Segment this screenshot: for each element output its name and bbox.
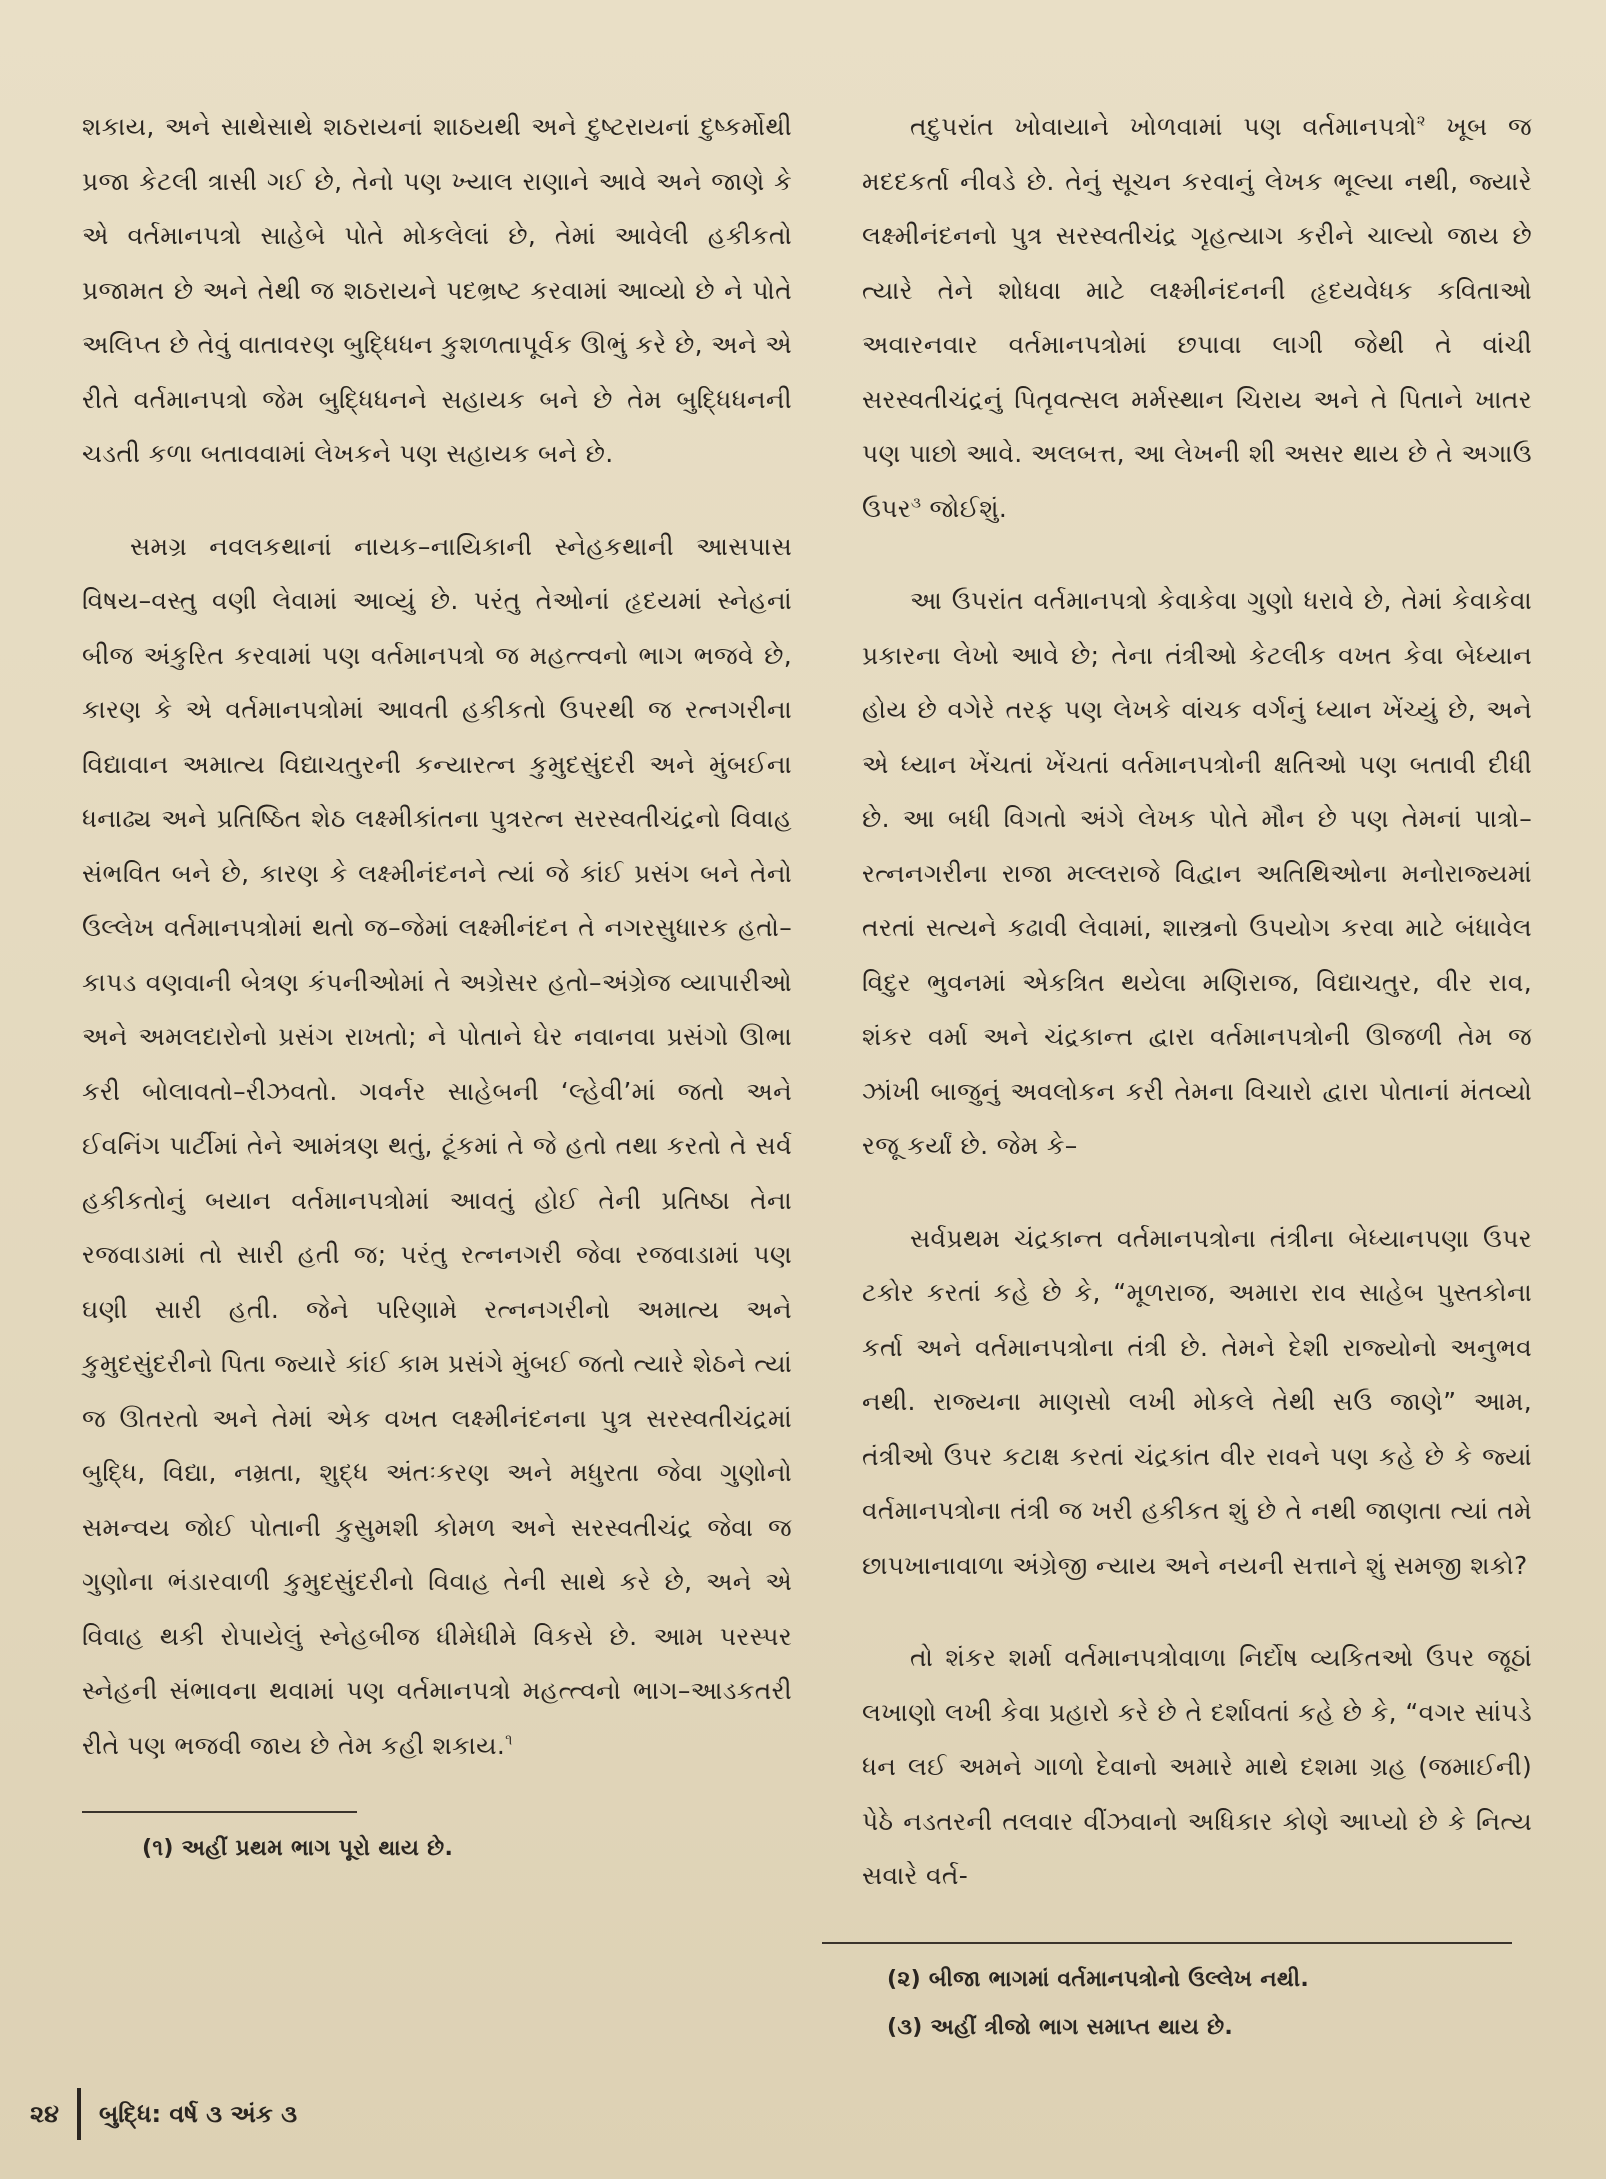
footnote-3: (૩) અહીં ત્રીજો ભાગ સમાપ્ત થાય છે.: [887, 2014, 1234, 2040]
page-number: ૨૪: [30, 2100, 59, 2128]
footnote-divider-left: [82, 1811, 357, 1813]
right-paragraph-3: સર્વપ્રથમ ચંદ્રકાન્ત વર્તમાનપત્રોના તંત્રીના બેધ્યાનપણા ઉપર ટકોર કરતાં કહે છે કે, “મૂળરાજ, અમારા રાવ સાહેબ પુસ્તકોના કર્તા અને વર્તમાનપત્રોના તંત્રી છે. તેમને દેશી રાજ્યોનો અનુભવ નથી. રાજ્યના માણસો લખી મોકલે તેથી સઉ જાણે” આમ, તંત્રીઓ ઉપર કટાક્ષ કરતાં ચંદ્રકાંત વીર રાવને પણ કહે છે કે જ્યાં વર્તમાનપત્રોના તંત્રી જ ખરી હકીકત શું છે તે નથી જાણતા ત્યાં તમે છાપખાનાવાળા અંગ્રેજી ન્યાય અને નયની સત્તાને શું સમજી શકો?: [862, 1223, 1532, 1580]
footer-divider: [77, 2088, 81, 2140]
left-column: [82, 100, 792, 1873]
page-footer: [30, 2088, 297, 2140]
journal-name: બુદ્ધિ: વર્ષ ૩ અંક ૩: [98, 2100, 298, 2128]
footnote-marker-1: ૧: [505, 1730, 513, 1749]
right-paragraph-1: [862, 100, 1532, 536]
left-paragraph-2-text: સમગ્ર નવલકથાનાં નાયક–નાયિકાની સ્નેહકથાની આસપાસ વિષય–વસ્તુ વણી લેવામાં આવ્યું છે. પરંતુ તેઓનાં હૃદયમાં સ્નેહનાં બીજ અંકુરિત કરવામાં પણ વર્તમાનપત્રો જ મહત્ત્વનો ભાગ ભજવે છે, કારણ કે એ વર્તમાનપત્રોમાં આવતી હકીકતો ઉપરથી જ રત્નગરીના વિદ્યાવાન અમાત્ય વિદ્યાચતુરની કન્યારત્ન કુમુદસુંદરી અને મુંબઈના ધનાઢ્ય અને પ્રતિષ્ઠિત શેઠ લક્ષ્મીકાંતના પુત્રરત્ન સરસ્વતીચંદ્રનો વિવાહ સંભવિત બને છે, કારણ કે લક્ષ્મીનંદનને ત્યાં જે કાંઈ પ્રસંગ બને તેનો ઉલ્લેખ વર્તમાનપત્રોમાં થતો જ–જેમાં લક્ષ્મીનંદન તે નગરસુધારક હતો–કાપડ વણવાની બેત્રણ કંપનીઓમાં તે અગ્રેસર હતો–અંગ્રેજ વ્યાપારીઓ અને અમલદારોનો પ્રસંગ રાખતો; ને પોતાને ઘેર નવાનવા પ્રસંગો ઊભા કરી બોલાવતો–રીઝવતો. ગવર્નર સાહેબની ‘લ્હેવી’માં જતો અને ઈવનિંગ પાર્ટીમાં તેને આમંત્રણ થતું, ટૂંકમાં તે જે હતો તથા કરતો તે સર્વ હકીકતોનું બયાન વર્તમાનપત્રોમાં આવતું હોઈ તેની પ્રતિષ્ઠા તેના રજવાડામાં તો સારી હતી જ; પરંતુ રત્નનગરી જેવા રજવાડામાં પણ ઘણી સારી હતી. જેને પરિણામે રત્નનગરીનો અમાત્ય અને કુમુદસુંદરીનો પિતા જ્યારે કાંઈ કામ પ્રસંગે મુંબઈ જતો ત્યારે શેઠને ત્યાં જ ઊતરતો અને તેમાં એક વખત લક્ષ્મીનંદનના પુત્ર સરસ્વતીચંદ્રમાં બુદ્ધિ, વિદ્યા, નમ્રતા, શુદ્ધ અંતઃકરણ અને મધુરતા જેવા ગુણોનો સમન્વય જોઈ પોતાની કુસુમશી કોમળ અને સરસ્વતીચંદ્ર જેવા જ ગુણોના ભંડારવાળી કુમુદસુંદરીનો વિવાહ તેની સાથે કરે છે, અને એ વિવાહ થકી રોપાયેલું સ્નેહબીજ ધીમેધીમે વિકસે છે. આમ પરસ્પર સ્નેહની સંભાવના થવામાં પણ વર્તમાનપત્રો મહત્ત્વનો ભાગ–આડકતરી રીતે પણ ભજવી જાય છે તેમ કહી શકાય.: [82, 531, 792, 1760]
left-paragraph-2: [82, 520, 792, 1774]
right-paragraph-1-c: જોઈશું.: [921, 493, 1008, 523]
right-paragraph-4: તો શંકર શર્મા વર્તમાનપત્રોવાળા નિર્દોષ વ્યકિતઓ ઉપર જૂઠાં લખાણો લખી કેવા પ્રહારો કરે છે તે દર્શાવતાં કહે છે કે, “વગર સાંપડે ધન લઈ અમને ગાળો દેવાનો અમારે માથે દશમા ગ્રહ (જમાઈની) પેઠે નડતરની તલવાર વીંઝવાનો અધિકાર કોણે આપ્યો છે કે નિત્ય સવારે વર્ત-: [862, 1643, 1532, 1890]
footnote-marker-2: ૨: [1416, 111, 1426, 130]
footnote-divider-right: [822, 1942, 1512, 1944]
footnote-marker-3: ૩: [910, 493, 922, 512]
footnote-1: (૧) અહીં પ્રથમ ભાગ પૂરો થાય છે.: [142, 1836, 454, 1861]
right-paragraph-2: આ ઉપરાંત વર્તમાનપત્રો કેવાકેવા ગુણો ધરાવે છે, તેમાં કેવાકેવા પ્રકારના લેખો આવે છે; તેના તંત્રીઓ કેટલીક વખત કેવા બેધ્યાન હોય છે વગેરે તરફ પણ લેખકે વાંચક વર્ગનું ધ્યાન ખેંચ્યું છે, અને એ ધ્યાન ખેંચતાં ખેંચતાં વર્તમાનપત્રોની ક્ષતિઓ પણ બતાવી દીધી છે. આ બધી વિગતો અંગે લેખક પોતે મૌન છે પણ તેમનાં પાત્રો–રત્નનગરીના રાજા મલ્લરાજે વિદ્વાન અતિથિઓના મનોરાજ્યમાં તરતાં સત્યને કઢાવી લેવામાં, શાસ્ત્રનો ઉપયોગ કરવા માટે બંધાવેલ વિદુર ભુવનમાં એકત્રિત થયેલા મણિરાજ, વિદ્યાચતુર, વીર રાવ, શંકર વર્મા અને ચંદ્રકાન્ત દ્વારા વર્તમાનપત્રોની ઊજળી તેમ જ ઝાંખી બાજુનું અવલોકન કરી તેમના વિચારો દ્વારા પોતાનાં મંતવ્યો રજૂ કર્યાં છે. જેમ કે–: [862, 586, 1532, 1160]
right-paragraph-1-b: ખૂબ જ મદદકર્તા નીવડે છે. તેનું સૂચન કરવાનું લેખક ભૂલ્યા નથી, જ્યારે લક્ષ્મીનંદનનો પુત્ર સરસ્વતીચંદ્ર ગૃહત્યાગ કરીને ચાલ્યો જાય છે ત્યારે તેને શોધવા માટે લક્ષ્મીનંદનની હૃદયવેધક કવિતાઓ અવારનવાર વર્તમાનપત્રોમાં છપાવા લાગી જેથી તે વાંચી સરસ્વતીચંદ્રનું પિતૃવત્સલ મર્મસ્થાન ચિરાય અને તે પિતાને ખાતર પણ પાછો આવે. અલબત્ત, આ લેખની શી અસર થાય છે તે અગાઉ ઉપર: [862, 112, 1532, 523]
right-column: [862, 100, 1532, 2052]
left-paragraph-1: શકાય, અને સાથેસાથે શઠરાયનાં શાઠયથી અને દુષ્ટરાયનાં દુષ્કર્મોથી પ્રજા કેટલી ત્રાસી ગઈ છે, તેનો પણ ખ્યાલ રાણાને આવે અને જાણે કે એ વર્તમાનપત્રો સાહેબે પોતે મોકલેલાં છે, તેમાં આવેલી હકીકતો પ્રજામત છે અને તેથી જ શઠરાયને પદભ્રષ્ટ કરવામાં આવ્યો છે ને પોતે અલિપ્ત છે તેવું વાતાવરણ બુદ્ધિધન કુશળતાપૂર્વક ઊભું કરે છે, અને એ રીતે વર્તમાનપત્રો જેમ બુદ્ધિધનને સહાયક બને છે તેમ બુદ્ધિધનની ચડતી કળા બતાવવામાં લેખકને પણ સહાયક બને છે.: [82, 112, 792, 468]
right-paragraph-1-a: તદુપરાંત ખોવાયાને ખોળવામાં પણ વર્તમાનપત્રો: [910, 112, 1417, 141]
footnote-2: (૨) બીજા ભાગમાં વર્તમાનપત્રોનો ઉલ્લેખ નથી.: [887, 1966, 1310, 1992]
